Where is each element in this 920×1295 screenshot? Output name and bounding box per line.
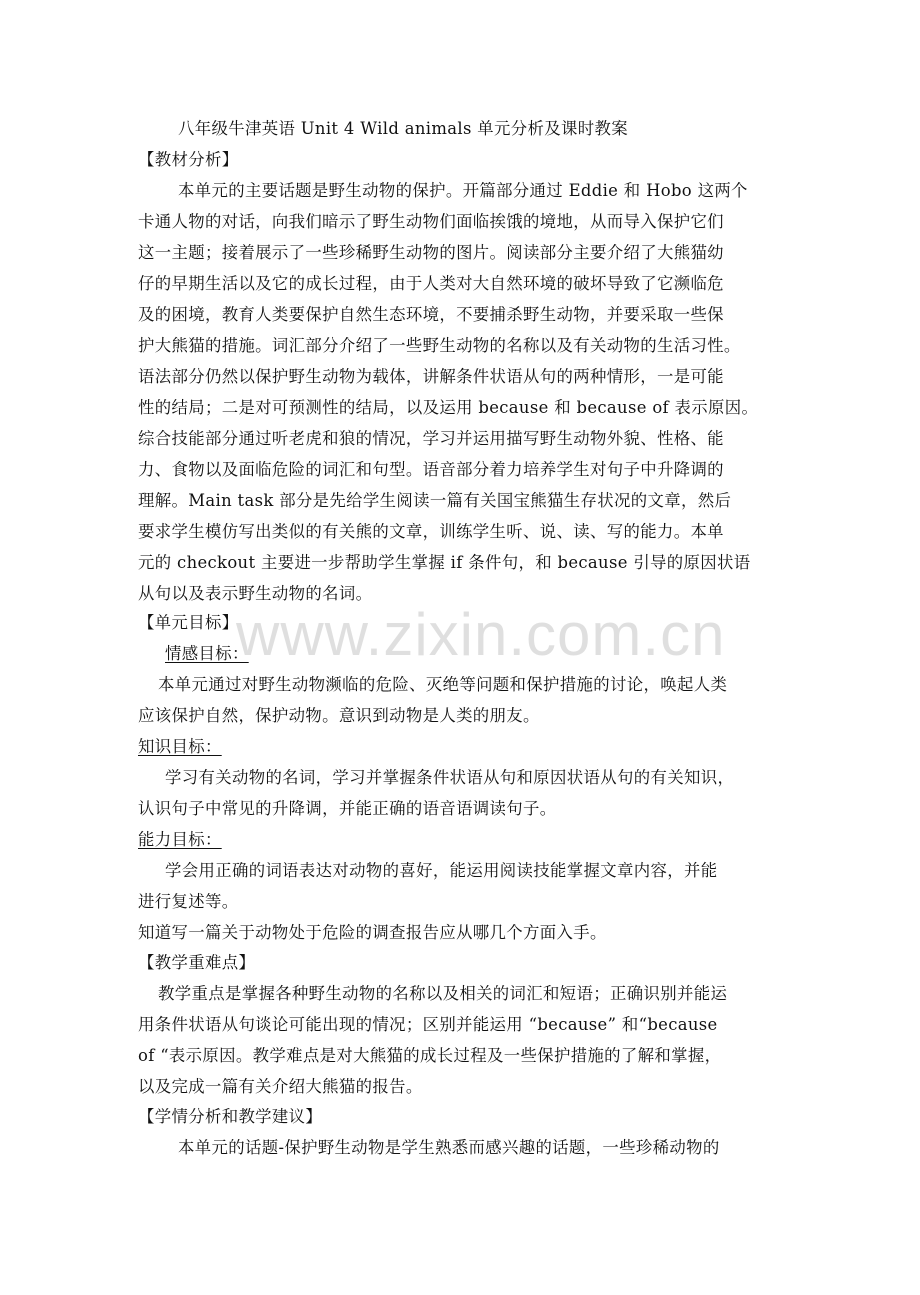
keypoints-line: 用条件状语从句谈论可能出现的情况；区别并能运用 “because” 和“because [138, 1015, 718, 1034]
label-emotion-goals: 情感目标： [165, 644, 249, 663]
watermark: www.zixin.com.cn [236, 601, 726, 668]
textbook-line: 理解。Main task 部分是先给学生阅读一篇有关国宝熊猫生存状况的文章，然后 [138, 491, 732, 510]
textbook-line: 护大熊猫的措施。词汇部分介绍了一些野生动物的名称以及有关动物的生活习性。 [138, 336, 741, 355]
textbook-line: 这一主题；接着展示了一些珍稀野生动物的图片。阅读部分主要介绍了大熊猫幼 [138, 243, 724, 262]
textbook-line: 语法部分仍然以保护野生动物为载体，讲解条件状语从句的两种情形，一是可能 [138, 367, 724, 386]
ability-line: 进行复述等。 [138, 892, 239, 911]
knowledge-line: 学习有关动物的名词，学习并掌握条件状语从句和原因状语从句的有关知识， [165, 768, 735, 787]
document-title: 八年级牛津英语 Unit 4 Wild animals 单元分析及课时教案 [178, 119, 628, 138]
textbook-line: 本单元的主要话题是野生动物的保护。开篇部分通过 Eddie 和 Hobo 这两个 [178, 181, 748, 200]
keypoints-line: 教学重点是掌握各种野生动物的名称以及相关的词汇和短语；正确识别并能运 [158, 984, 728, 1003]
heading-learner-analysis: 【学情分析和教学建议】 [138, 1107, 323, 1126]
emotion-line: 本单元通过对野生动物濒临的危险、灭绝等问题和保护措施的讨论，唤起人类 [158, 675, 728, 694]
textbook-line: 性的结局；二是对可预测性的结局，以及运用 because 和 because of 表示原因。 [138, 398, 759, 417]
textbook-line: 力、食物以及面临危险的词汇和句型。语音部分着力培养学生对句子中升降调的 [138, 460, 724, 479]
textbook-line: 要求学生模仿写出类似的有关熊的文章，训练学生听、说、读、写的能力。本单 [138, 522, 724, 541]
heading-unit-goals: 【单元目标】 [138, 613, 239, 632]
textbook-line: 元的 checkout 主要进一步帮助学生掌握 if 条件句，和 because 引导的原因状语 [138, 553, 751, 572]
label-knowledge-goals: 知识目标： [138, 737, 222, 756]
analysis-line: 本单元的话题-保护野生动物是学生熟悉而感兴趣的话题，一些珍稀动物的 [178, 1138, 720, 1157]
ability-line: 知道写一篇关于动物处于危险的调查报告应从哪几个方面入手。 [138, 923, 607, 942]
textbook-line: 卡通人物的对话，向我们暗示了野生动物们面临挨饿的境地，从而导入保护它们 [138, 212, 724, 231]
keypoints-line: of “表示原因。教学难点是对大熊猫的成长过程及一些保护措施的了解和掌握， [138, 1046, 722, 1065]
knowledge-line: 认识句子中常见的升降调，并能正确的语音语调读句子。 [138, 799, 557, 818]
heading-textbook-analysis: 【教材分析】 [138, 150, 239, 169]
textbook-line: 综合技能部分通过听老虎和狼的情况，学习并运用描写野生动物外貌、性格、能 [138, 429, 724, 448]
label-ability-goals: 能力目标： [138, 830, 222, 849]
textbook-line: 从句以及表示野生动物的名词。 [138, 584, 373, 603]
emotion-line: 应该保护自然，保护动物。意识到动物是人类的朋友。 [138, 706, 540, 725]
keypoints-line: 以及完成一篇有关介绍大熊猫的报告。 [138, 1077, 423, 1096]
textbook-line: 及的困境，教育人类要保护自然生态环境，不要捕杀野生动物，并要采取一些保 [138, 305, 724, 324]
textbook-line: 仔的早期生活以及它的成长过程，由于人类对大自然环境的破坏导致了它濒临危 [138, 274, 724, 293]
ability-line: 学会用正确的词语表达对动物的喜好，能运用阅读技能掌握文章内容，并能 [165, 861, 718, 880]
heading-key-points: 【教学重难点】 [138, 953, 256, 972]
